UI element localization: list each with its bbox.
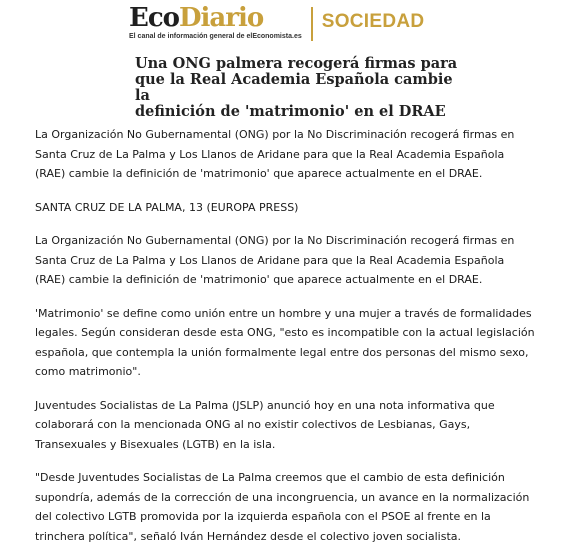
masthead <box>129 4 424 44</box>
article-dateline: SANTA CRUZ DE LA PALMA, 13 (EUROPA PRESS) <box>35 200 299 214</box>
article-body <box>35 125 555 560</box>
article-paragraph: "Desde Juventudes Socialistas de La Palma creemos que el cambio de esta definición supondría, además de la corrección de una incongruencia, un avance en la normalización del colectivo LGTB promovida por la izquierda española con el PSOE al frente en la trinchera política", señaló Iván Hernández desde el colectivo joven socialista. <box>35 471 530 543</box>
logo-wordmark <box>129 4 302 32</box>
article-headline: Una ONG palmera recogerá firmas para que la Real Academia Española cambie la definición de 'matrimonio' en el DRAE <box>135 55 458 120</box>
article-paragraph: 'Matrimonio' se define como unión entre un hombre y una mujer a través de formalidades legales. Según consideran desde esta ONG, "esto es incompatible con la actual legislación española, que contempla la unión formalmente legal entre dos personas del mismo sexo, como matrimonio". <box>35 306 535 378</box>
logo-eco: Eco <box>129 3 179 33</box>
article-paragraph: Juventudes Socialistas de La Palma (JSLP) anunció hoy en una nota informativa que colaborará con la mencionada ONG al no existir colectivos de Lesbianas, Gays, Transexuales y Bisexuales (LGTB) en la isla. <box>35 398 495 451</box>
logo-diario: Diario <box>179 3 264 33</box>
article-lead: La Organización No Gubernamental (ONG) por la No Discriminación recogerá firmas en Santa Cruz de La Palma y Los Llanos de Aridane para que la Real Academia Española (RAE) cambie la definición de 'matrimonio' que aparece actualmente en el DRAE. <box>35 128 515 180</box>
section-label[interactable]: SOCIEDAD <box>321 11 425 32</box>
article-paragraph: La Organización No Gubernamental (ONG) por la No Discriminación recogerá firmas en Santa Cruz de La Palma y Los Llanos de Aridane para que la Real Academia Española (RAE) cambie la definición de 'matrimonio' que aparece actualmente en el DRAE. <box>35 234 515 286</box>
masthead-divider <box>311 7 313 41</box>
logo-tagline: El canal de información general de elEconomista.es <box>129 33 302 40</box>
ecodiario-logo[interactable] <box>129 4 302 41</box>
